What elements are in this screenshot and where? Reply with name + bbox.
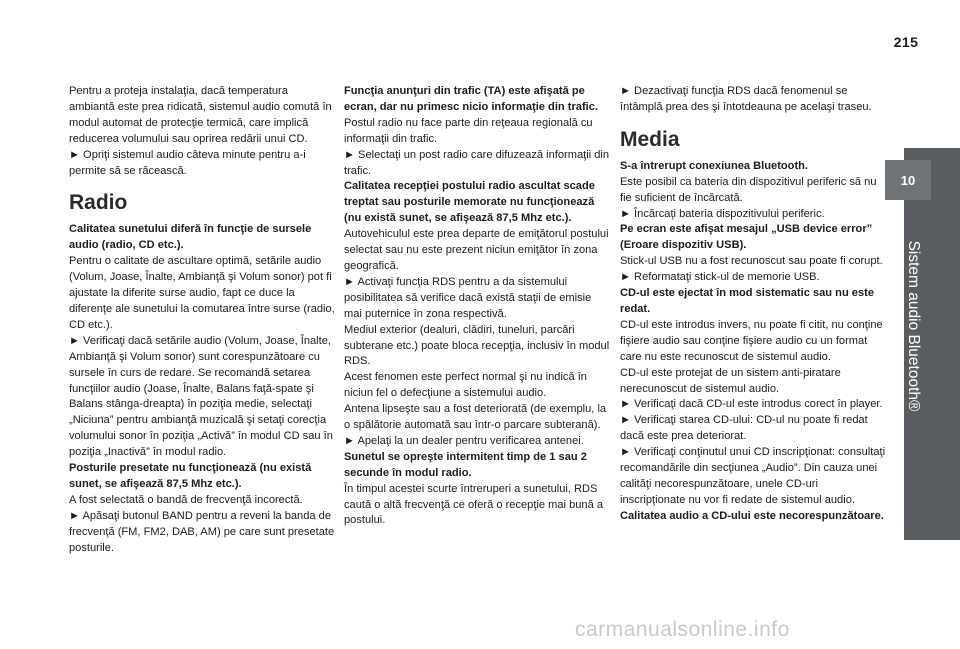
paragraph: ► Activaţi funcţia RDS pentru a da sistemului posibilitatea să verifice dacă există staţii de emisie mai puternice în zona respectivă.: [344, 275, 592, 320]
issue-heading: Calitatea recepţiei postului radio ascultat scade treptat sau posturile memorate nu funcţionează (nu există sunet, se afişează 87,5 Mhz etc.).: [344, 180, 595, 225]
paragraph: ► Apăsaţi butonul BAND pentru a reveni la banda de frecvenţă (FM, FM2, DAB, AM) pe care sunt presetate posturile.: [69, 509, 335, 554]
paragraph: ► Reformataţi stick-ul de memorie USB.: [620, 271, 820, 284]
paragraph: Pentru a proteja instalaţia, dacă temperatura ambiantă este prea ridicată, sistemul audio comută în modul automat de protecţie termică, care implică reducerea volumului sau oprirea redării unui CD.: [69, 85, 332, 145]
page-number: 215: [893, 34, 919, 50]
issue-heading: Posturile presetate nu funcţionează (nu există sunet, se afişează 87,5 Mhz etc.).: [69, 462, 312, 490]
watermark: carmanualsonline.info: [575, 618, 790, 641]
paragraph: Mediul exterior (dealuri, clădiri, tuneluri, parcări subterane etc.) poate bloca recepţia, inclusiv în modul RDS.: [344, 323, 610, 368]
paragraph: CD-ul este protejat de un sistem anti-piratare nerecunoscut de sistemul audio.: [620, 366, 841, 395]
text-column-2: [344, 84, 610, 529]
chapter-number-badge: 10: [885, 160, 931, 200]
issue-heading: Pe ecran este afişat mesajul „USB device error” (Eroare dispozitiv USB).: [620, 223, 873, 252]
paragraph: CD-ul este introdus invers, nu poate fi citit, nu conţine fişiere audio sau conţine fişiere audio cu un format care nu este recunoscut de sistemul audio.: [620, 318, 883, 363]
issue-heading: Sunetul se opreşte intermitent timp de 1 sau 2 secunde în modul radio.: [344, 450, 587, 479]
paragraph: Stick-ul USB nu a fost recunoscut sau poate fi corupt.: [620, 255, 883, 268]
chapter-title: Sistem audio Bluetooth®: [905, 240, 922, 412]
paragraph: A fost selectată o bandă de frecvenţă incorectă.: [69, 493, 303, 506]
paragraph: Acest fenomen este perfect normal şi nu indică în niciun fel o defecţiune a sistemului audio.: [344, 371, 587, 400]
paragraph: ► Apelaţi la un dealer pentru verificarea antenei.: [344, 434, 584, 447]
paragraph: ► Verificaţi starea CD-ului: CD-ul nu poate fi redat dacă este prea deteriorat.: [620, 414, 868, 443]
paragraph: ► Verificaţi conţinutul unui CD inscripţionat: consultaţi recomandările din secţiunea „Audio”. Din cauza unei calităţi necorespunzătoare, unele CD-uri inscripţionate nu vor fi redate de sistemul audio.: [620, 446, 886, 506]
paragraph: În timpul acestei scurte întreruperi a sunetului, RDS caută o altă frecvenţă ce oferă o recepţie mai bună a postului.: [344, 482, 604, 527]
paragraph: ► Verificaţi dacă setările audio (Volum, Joase, Înalte, Ambianţă şi Volum sonor) sunt corespunzătoare cu sursele în curs de redare. Se recomandă setarea funcţiilor audio (Joase, Înalte, Balans faţă-spate şi Balans stânga-dreapta) în poziţia medie, selectaţi „Niciuna” pentru ambianţă muzicală şi setaţi corecţia volumului sonor în poziţia „Activă” în modul CD sau în poziţia „Inactivă” în modul radio.: [69, 334, 333, 459]
paragraph: ► Opriţi sistemul audio câteva minute pentru a-i permite să se răcească.: [69, 148, 306, 177]
issue-heading: Funcţia anunţuri din trafic (TA) este afişată pe ecran, dar nu primesc nicio informaţie din trafic.: [344, 85, 598, 113]
text-column-3: [620, 84, 886, 525]
text-column-1: [69, 84, 335, 556]
issue-heading: Calitatea sunetului diferă în funcţie de sursele audio (radio, CD etc.).: [69, 223, 312, 252]
section-heading: Media: [620, 127, 680, 151]
paragraph: ► Dezactivaţi funcţia RDS dacă fenomenul se întâmplă prea des şi întotdeauna pe acelaşi traseu.: [620, 85, 872, 113]
paragraph: Pentru o calitate de ascultare optimă, setările audio (Volum, Joase, Înalte, Ambianţă şi Volum sonor) pot fi ajustate la diferite surse audio, fapt ce duce la diferenţe ale sunetului la comutarea între surse (radio, CD etc.).: [69, 255, 335, 331]
paragraph: Antena lipseşte sau a fost deteriorată (de exemplu, la o spălătorie automată sau într-o parcare subterană).: [344, 403, 607, 432]
issue-heading: S-a întrerupt conexiunea Bluetooth.: [620, 159, 808, 172]
paragraph: ► Selectaţi un post radio care difuzează informaţii din trafic.: [344, 148, 610, 177]
paragraph: Postul radio nu face parte din reţeaua regională cu informaţii din trafic.: [344, 116, 593, 145]
section-heading: Radio: [69, 191, 128, 215]
issue-heading: Calitatea audio a CD-ului este necorespunzătoare.: [620, 509, 884, 522]
paragraph: Autovehiculul este prea departe de emiţătorul postului selectat sau nu este prezent niciun emiţător în zona geografică.: [344, 228, 609, 272]
paragraph: Este posibil ca bateria din dispozitivul periferic să nu fie suficient de încărcată.: [620, 175, 877, 204]
paragraph: ► Încărcaţi bateria dispozitivului periferic.: [620, 207, 825, 220]
paragraph: ► Verificaţi dacă CD-ul este introdus corect în player.: [620, 398, 883, 411]
issue-heading: CD-ul este ejectat în mod sistematic sau nu este redat.: [620, 287, 875, 315]
